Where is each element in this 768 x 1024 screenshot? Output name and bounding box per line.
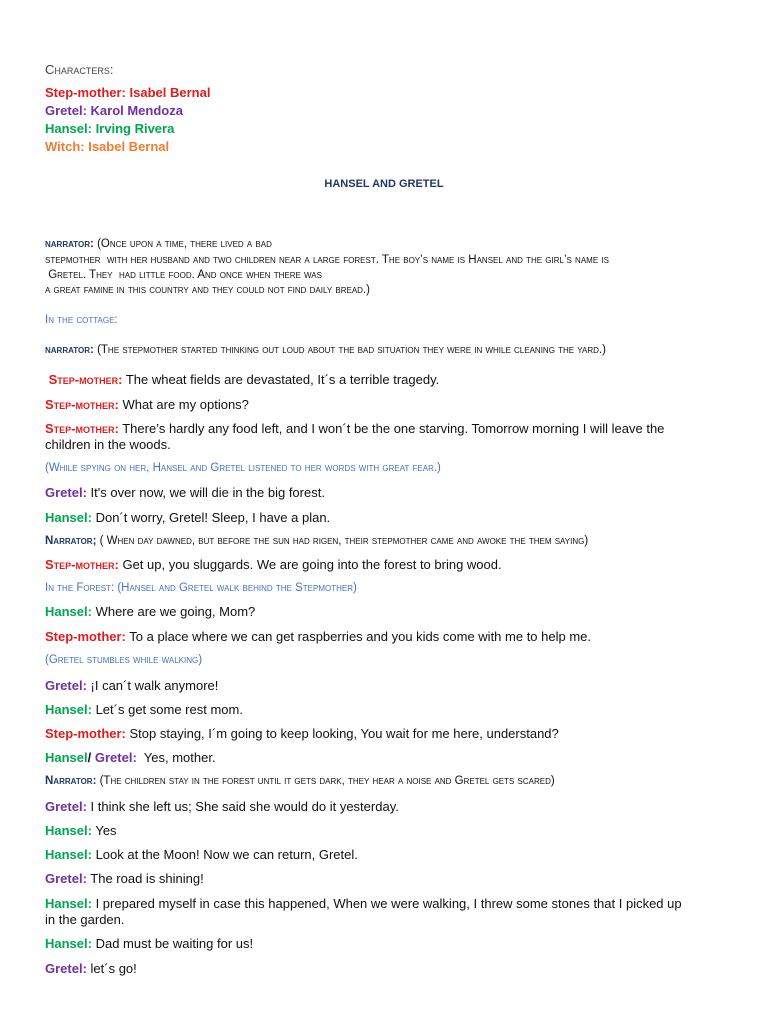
script-line [45,774,723,789]
speaker-label: Step-mother: [45,397,119,412]
line-text: Let´s get some rest mom. [91,702,243,717]
speaker-label: Narrator; [45,535,97,547]
script-line: a great famine in this country and they could not find daily bread.) [45,284,370,296]
character-hansel: Hansel: Irving Rivera [45,121,175,136]
script-line [45,846,723,863]
speaker-label: Gretel: [45,961,87,976]
stage-direction: (Gretel stumbles while walking) [45,654,203,666]
stage-direction: (While spying on her, Hansel and Gretel listened to her words with great fear.) [45,462,441,474]
line-text: To a place where we can get raspberries and you kids come with me to help me. [125,629,592,644]
speaker-label: Hansel: [45,847,92,862]
line-text: ¡I can´t walk anymore! [86,678,219,693]
speaker-label: Gretel: [45,485,87,500]
script-line [45,534,723,549]
speaker-label: Hansel: [45,702,92,717]
script-line: children in the woods. [45,437,171,452]
script-line [45,822,723,839]
script-line [45,420,723,437]
line-text: What are my options? [118,397,249,412]
line-text: The wheat fields are devastated, It´s a terrible tragedy. [122,372,440,387]
script-line [45,628,723,645]
character-gretel: Gretel: Karol Mendoza [45,103,183,118]
speaker-label: Hansel: [45,604,92,619]
character-stepmother: Step-mother: Isabel Bernal [45,85,211,100]
line-text: Look at the Moon! Now we can return, Gretel. [91,847,358,862]
script-line [45,935,723,952]
speaker-label: Gretel: [45,678,87,693]
script-line [45,396,723,413]
page-title: HANSEL AND GRETEL [324,178,444,190]
speaker-label: Step-mother: [45,372,123,387]
script-line [45,870,723,887]
line-text: ( When day dawned, but before the sun had rigen, their stepmother came and awoke the them saying) [96,535,589,547]
line-text: Dad must be waiting for us! [91,936,254,951]
line-text: It's over now, we will die in the big forest. [86,485,325,500]
speaker-label: Step-mother: [45,557,119,572]
speaker-label: Gretel: [45,799,87,814]
script-line [45,509,723,526]
line-text: The road is shining! [86,871,204,886]
script-line: in the garden. [45,912,125,927]
line-text: Where are we going, Mom? [91,604,256,619]
script-line: stepmother with her husband and two children near a large forest. The boy’s name is Hansel and the girl’s name is [45,254,609,266]
character-witch: Witch: Isabel Bernal [45,139,170,154]
script-line: Gretel. They had little food. And once when there was [45,269,322,281]
speaker-label: Step-mother: [45,726,126,741]
script-line [45,677,723,694]
script-line [45,960,723,977]
line-text: (The stepmother started thinking out loud about the bad situation they were in while cleaning the yard.) [93,344,606,356]
script-line [45,484,723,501]
script-line [45,701,723,718]
line-text: I think she left us; She said she would do it yesterday. [86,799,399,814]
script-line [45,371,723,388]
script-line [45,798,723,815]
speaker-label: narrator: [45,344,94,356]
line-text: There’s hardly any food left, and I won´t be the one starving. Tomorrow morning I will leave the [118,421,665,436]
speaker-label: Step-mother: [45,629,126,644]
speaker-label: Gretel: [91,750,137,765]
script-line [45,725,723,742]
line-text: Get up, you sluggards. We are going into the forest to bring wood. [118,557,502,572]
characters-heading: Characters: [45,62,114,77]
line-text: Yes [91,823,117,838]
stage-direction: In the Forest: (Hansel and Gretel walk behind the Stepmother) [45,582,357,594]
speaker-label: Step-mother: [45,421,119,436]
line-text: (Once upon a time, there lived a bad [93,238,272,250]
speaker-label: Hansel: [45,936,92,951]
speaker-label: Hansel: [45,510,92,525]
speaker-separator: / [87,750,92,765]
line-text: Stop staying, I´m going to keep looking, You wait for me here, understand? [125,726,559,741]
script-line [45,895,723,912]
line-text: Yes, mother. [136,750,216,765]
speaker-label: narrator: [45,238,94,250]
line-text: Don´t worry, Gretel! Sleep, I have a plan. [91,510,331,525]
script-line [45,603,723,620]
script-line [45,749,723,766]
line-text: (The children stay in the forest until it gets dark, they hear a noise and Gretel gets scared) [96,775,555,787]
script-line [45,237,723,252]
stage-direction: In the cottage: [45,314,118,326]
line-text: I prepared myself in case this happened, When we were walking, I threw some stones that I picked up [91,896,682,911]
script-line [45,556,723,573]
speaker-label: Hansel: [45,823,92,838]
line-text: let´s go! [86,961,137,976]
speaker-label: Hansel [45,750,88,765]
speaker-label: Narrator: [45,775,97,787]
speaker-label: Gretel: [45,871,87,886]
script-line [45,343,723,358]
speaker-label: Hansel: [45,896,92,911]
